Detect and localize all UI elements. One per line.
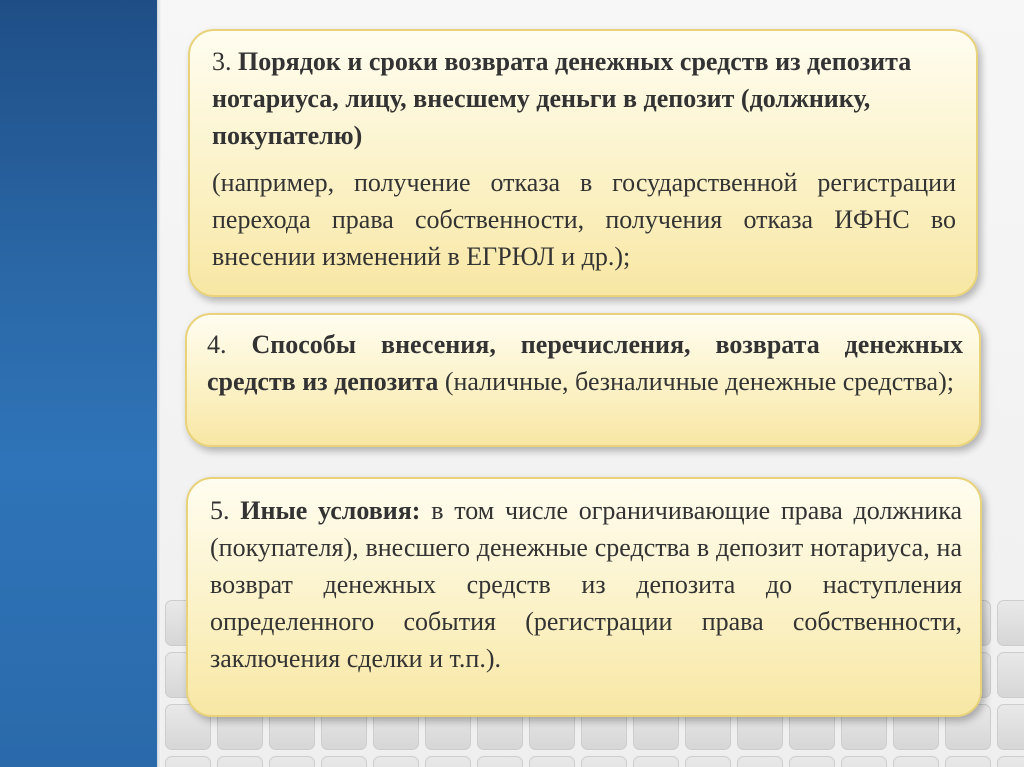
background-tile xyxy=(633,756,679,767)
background-tile xyxy=(997,756,1024,767)
background-tile xyxy=(685,756,731,767)
blue-sidebar-band xyxy=(0,0,157,767)
background-tile xyxy=(477,756,523,767)
section-5-title: Иные условия: xyxy=(240,496,421,525)
background-tile xyxy=(841,756,887,767)
section-4-title: Способы внесения, перечисления, возврата денежных средств из депозита xyxy=(207,330,964,396)
background-tile xyxy=(997,600,1024,646)
background-tile xyxy=(789,756,835,767)
background-tile xyxy=(425,756,471,767)
background-tile xyxy=(997,704,1024,750)
section-3-heading xyxy=(212,43,956,154)
background-tile xyxy=(529,756,575,767)
section-4-text: (наличные, безналичные денежные средства); xyxy=(444,367,954,396)
background-tile xyxy=(997,652,1024,698)
background-tile xyxy=(945,756,991,767)
background-tile xyxy=(737,756,783,767)
section-4-card xyxy=(185,313,981,447)
section-3-number: 3. xyxy=(212,47,232,76)
background-tile xyxy=(165,756,211,767)
section-4-paragraph xyxy=(207,326,963,400)
background-tile xyxy=(217,756,263,767)
section-3-title: Порядок и сроки возврата денежных средств из депозита нотариуса, лицу, внесшему деньги в депозит (должнику, покупателю) xyxy=(212,47,912,150)
section-5-text: в том числе ограничивающие права должника (покупателя), внесшего денежные средства в депозит нотариуса, на возврат денежных средств из депозита до наступления определенного события (регистрации права собственности, заключения сделки и т.п.). xyxy=(210,496,962,673)
background-tile xyxy=(321,756,367,767)
section-4-number: 4. xyxy=(207,330,227,359)
section-3-card xyxy=(188,29,978,297)
section-5-paragraph xyxy=(210,492,962,677)
section-5-number: 5. xyxy=(210,496,230,525)
background-tile xyxy=(581,756,627,767)
background-tile xyxy=(893,756,939,767)
section-5-card xyxy=(186,477,982,717)
background-tile xyxy=(269,756,315,767)
background-tile xyxy=(373,756,419,767)
section-3-text: (например, получение отказа в государственной регистрации перехода права собственности, получения отказа ИФНС во внесении изменений в ЕГРЮЛ и др.); xyxy=(212,168,956,271)
